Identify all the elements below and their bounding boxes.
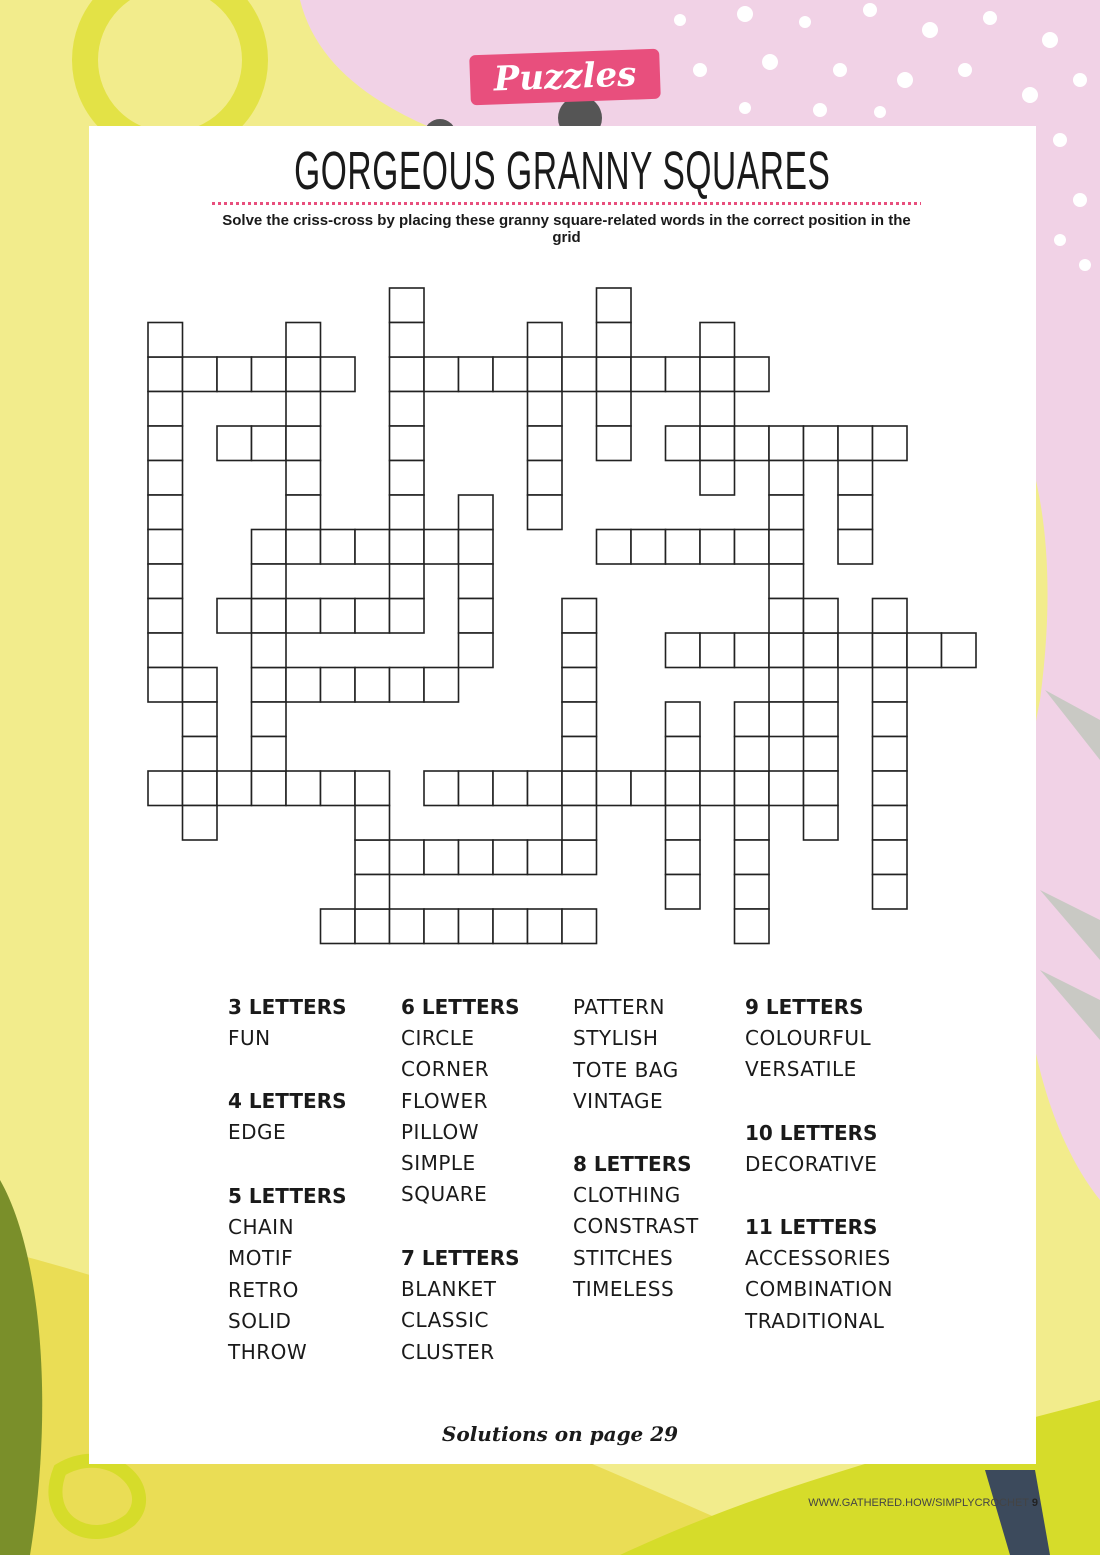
grid-cell[interactable] <box>804 702 839 737</box>
grid-cell[interactable] <box>735 357 770 392</box>
grid-cell[interactable] <box>838 495 873 530</box>
grid-cell[interactable] <box>286 323 321 358</box>
grid-cell[interactable] <box>597 771 632 806</box>
grid-cell[interactable] <box>631 357 666 392</box>
grid-cell[interactable] <box>838 426 873 461</box>
solutions-note: Solutions on page 29 <box>441 1422 679 1446</box>
word-item: PATTERN <box>573 995 665 1019</box>
word-group <box>573 1149 699 1305</box>
puzzle-title: GORGEOUS GRANNY SQUARES <box>294 141 831 201</box>
grid-cell[interactable] <box>321 357 356 392</box>
word-item: CORNER <box>401 1057 490 1082</box>
grid-cell[interactable] <box>562 668 597 703</box>
grid-cell[interactable] <box>873 737 908 772</box>
grid-cell[interactable] <box>769 426 804 461</box>
word-item: SOLID <box>228 1308 292 1333</box>
grid-cell[interactable] <box>804 737 839 772</box>
grid-cell[interactable] <box>459 530 494 565</box>
grid-cell[interactable] <box>735 737 770 772</box>
grid-cell[interactable] <box>217 599 252 634</box>
grid-cell[interactable] <box>148 599 183 634</box>
grid-cell[interactable] <box>804 806 839 841</box>
word-item: COLOURFUL <box>745 1026 872 1050</box>
word-group-heading: 11 LETTERS <box>745 1215 878 1239</box>
grid-cell[interactable] <box>700 357 735 392</box>
grid-cell[interactable] <box>562 599 597 634</box>
word-item: BLANKET <box>401 1277 497 1301</box>
word-group <box>745 992 871 1086</box>
grid-cell[interactable] <box>459 771 494 806</box>
grid-cell[interactable] <box>183 737 218 772</box>
word-item: SIMPLE <box>401 1151 476 1176</box>
grid-cell[interactable] <box>183 668 218 703</box>
grid-cell[interactable] <box>631 530 666 565</box>
word-item: ACCESSORIES <box>745 1246 891 1270</box>
grid-cell[interactable] <box>700 392 735 427</box>
grid-cell[interactable] <box>355 840 390 875</box>
grid-cell[interactable] <box>286 771 321 806</box>
footer-url <box>760 1497 1038 1509</box>
grid-cell[interactable] <box>700 633 735 668</box>
grid-cell[interactable] <box>148 323 183 358</box>
grid-cell[interactable] <box>873 426 908 461</box>
grid-cell[interactable] <box>804 426 839 461</box>
grid-cell[interactable] <box>424 840 459 875</box>
grid-cell[interactable] <box>286 461 321 496</box>
grid-cell[interactable] <box>148 461 183 496</box>
word-item: TIMELESS <box>573 1276 675 1301</box>
section-tag: Puzzles <box>469 49 661 106</box>
grid-cell[interactable] <box>528 392 563 427</box>
grid-cell[interactable] <box>735 875 770 910</box>
grid-cell[interactable] <box>666 771 701 806</box>
grid-cell[interactable] <box>355 599 390 634</box>
word-item: CHAIN <box>228 1215 295 1239</box>
grid-cell[interactable] <box>735 633 770 668</box>
word-group-heading: 5 LETTERS <box>228 1184 347 1208</box>
word-item: EDGE <box>228 1120 287 1144</box>
word-item: SQUARE <box>401 1182 488 1207</box>
grid-cell[interactable] <box>597 530 632 565</box>
grid-cell[interactable] <box>252 357 287 392</box>
grid-cell[interactable] <box>390 392 425 427</box>
grid-cell[interactable] <box>666 806 701 841</box>
word-item: FLOWER <box>401 1088 488 1113</box>
grid-cell[interactable] <box>528 461 563 496</box>
grid-cell[interactable] <box>804 771 839 806</box>
grid-cell[interactable] <box>562 737 597 772</box>
grid-cell[interactable] <box>390 426 425 461</box>
grid-cell[interactable] <box>252 702 287 737</box>
grid-cell[interactable] <box>735 426 770 461</box>
grid-cell[interactable] <box>700 530 735 565</box>
word-item: FUN <box>228 1026 271 1050</box>
word-group <box>228 1181 347 1368</box>
grid-cell[interactable] <box>252 530 287 565</box>
grid-cell[interactable] <box>666 633 701 668</box>
grid-cell[interactable] <box>355 771 390 806</box>
word-item: VINTAGE <box>573 1088 664 1113</box>
grid-cell[interactable] <box>700 323 735 358</box>
grid-cell[interactable] <box>769 530 804 565</box>
word-item: RETRO <box>228 1277 299 1302</box>
grid-cell[interactable] <box>769 599 804 634</box>
grid-cell[interactable] <box>217 357 252 392</box>
grid-cell[interactable] <box>769 564 804 599</box>
grid-cell[interactable] <box>769 702 804 737</box>
grid-cell[interactable] <box>390 599 425 634</box>
grid-cell[interactable] <box>597 426 632 461</box>
grid-cell[interactable] <box>873 668 908 703</box>
grid-cell[interactable] <box>217 771 252 806</box>
grid-cell[interactable] <box>804 599 839 634</box>
grid-cell[interactable] <box>148 495 183 530</box>
grid-cell[interactable] <box>459 495 494 530</box>
grid-cell[interactable] <box>873 840 908 875</box>
word-group-continued <box>573 992 679 1117</box>
grid-cell[interactable] <box>493 357 528 392</box>
grid-cell[interactable] <box>148 357 183 392</box>
grid-cell[interactable] <box>286 599 321 634</box>
grid-cell[interactable] <box>148 426 183 461</box>
grid-cell[interactable] <box>873 771 908 806</box>
word-group-heading: 7 LETTERS <box>401 1246 520 1270</box>
grid-cell[interactable] <box>804 668 839 703</box>
word-item: CLASSIC <box>401 1308 490 1333</box>
word-item: CONSTRAST <box>573 1214 699 1239</box>
word-group <box>745 1118 877 1180</box>
word-item: DECORATIVE <box>745 1152 878 1176</box>
grid-cell[interactable] <box>286 668 321 703</box>
grid-cell[interactable] <box>631 771 666 806</box>
grid-cell[interactable] <box>735 806 770 841</box>
grid-cell[interactable] <box>390 495 425 530</box>
word-item: THROW <box>228 1340 308 1365</box>
word-group-heading: 9 LETTERS <box>745 995 864 1019</box>
word-item: STYLISH <box>573 1026 659 1051</box>
word-item: TOTE BAG <box>573 1057 679 1082</box>
word-item: VERSATILE <box>745 1057 857 1082</box>
grid-cell[interactable] <box>597 357 632 392</box>
footer-url-text: WWW.GATHERED.HOW/SIMPLYCROCHET <box>808 1497 1029 1509</box>
word-group <box>401 992 520 1211</box>
word-group-heading: 10 LETTERS <box>745 1121 878 1145</box>
grid-cell[interactable] <box>666 702 701 737</box>
grid-cell[interactable] <box>666 357 701 392</box>
grid-cell[interactable] <box>217 426 252 461</box>
grid-cell[interactable] <box>562 702 597 737</box>
puzzle-instructions: Solve the criss-cross by placing these granny square-related words in the correct position in the grid <box>222 212 911 246</box>
grid-cell[interactable] <box>424 771 459 806</box>
grid-cell[interactable] <box>390 530 425 565</box>
grid-cell[interactable] <box>183 702 218 737</box>
word-group-heading: 3 LETTERS <box>228 995 347 1019</box>
grid-cell[interactable] <box>424 909 459 944</box>
grid-cell[interactable] <box>735 702 770 737</box>
grid-cell[interactable] <box>769 461 804 496</box>
grid-cell[interactable] <box>252 737 287 772</box>
word-item: CLUSTER <box>401 1339 495 1364</box>
grid-cell[interactable] <box>355 909 390 944</box>
grid-cell[interactable] <box>873 599 908 634</box>
grid-cell[interactable] <box>873 633 908 668</box>
grid-cell[interactable] <box>528 840 563 875</box>
grid-cell[interactable] <box>252 599 287 634</box>
grid-cell[interactable] <box>873 875 908 910</box>
grid-cell[interactable] <box>700 461 735 496</box>
word-item: COMBINATION <box>745 1277 893 1302</box>
grid-cell[interactable] <box>355 806 390 841</box>
grid-cell[interactable] <box>321 599 356 634</box>
grid-cell[interactable] <box>769 771 804 806</box>
grid-cell[interactable] <box>148 771 183 806</box>
grid-cell[interactable] <box>493 909 528 944</box>
grid-cell[interactable] <box>804 633 839 668</box>
grid-cell[interactable] <box>148 564 183 599</box>
grid-cell[interactable] <box>528 909 563 944</box>
grid-cell[interactable] <box>493 840 528 875</box>
grid-cell[interactable] <box>942 633 977 668</box>
grid-cell[interactable] <box>838 633 873 668</box>
grid-cell[interactable] <box>666 840 701 875</box>
grid-cell[interactable] <box>459 599 494 634</box>
grid-cell[interactable] <box>252 633 287 668</box>
grid-cell[interactable] <box>562 840 597 875</box>
grid-cell[interactable] <box>286 530 321 565</box>
grid-cell[interactable] <box>459 840 494 875</box>
grid-cell[interactable] <box>390 668 425 703</box>
grid-cell[interactable] <box>183 357 218 392</box>
grid-cell[interactable] <box>528 426 563 461</box>
word-group-heading: 6 LETTERS <box>401 995 520 1019</box>
grid-cell[interactable] <box>459 357 494 392</box>
word-item: PILLOW <box>401 1119 480 1144</box>
grid-cell[interactable] <box>390 323 425 358</box>
grid-cell[interactable] <box>459 633 494 668</box>
grid-cell[interactable] <box>390 357 425 392</box>
word-group <box>228 1086 347 1148</box>
grid-cell[interactable] <box>562 771 597 806</box>
grid-cell[interactable] <box>528 495 563 530</box>
word-group <box>401 1243 520 1368</box>
grid-cell[interactable] <box>528 323 563 358</box>
grid-cell[interactable] <box>321 530 356 565</box>
word-group-heading: 8 LETTERS <box>573 1152 692 1176</box>
grid-cell[interactable] <box>390 564 425 599</box>
grid-cell[interactable] <box>148 668 183 703</box>
grid-cell[interactable] <box>597 288 632 323</box>
grid-cell[interactable] <box>252 426 287 461</box>
grid-cell[interactable] <box>769 668 804 703</box>
grid-cell[interactable] <box>390 288 425 323</box>
grid-cell[interactable] <box>562 909 597 944</box>
grid-cell[interactable] <box>355 875 390 910</box>
word-group <box>228 992 347 1054</box>
grid-cell[interactable] <box>735 530 770 565</box>
grid-cell[interactable] <box>390 461 425 496</box>
grid-cell[interactable] <box>873 702 908 737</box>
page-number: 9 <box>1031 1497 1038 1509</box>
grid-cell[interactable] <box>355 530 390 565</box>
word-item: CIRCLE <box>401 1026 475 1050</box>
grid-cell[interactable] <box>148 530 183 565</box>
grid-cell[interactable] <box>838 461 873 496</box>
grid-cell[interactable] <box>493 771 528 806</box>
word-group <box>745 1212 893 1337</box>
grid-cell[interactable] <box>838 530 873 565</box>
word-item: MOTIF <box>228 1246 294 1271</box>
grid-cell[interactable] <box>183 806 218 841</box>
grid-cell[interactable] <box>562 357 597 392</box>
grid-cell[interactable] <box>735 909 770 944</box>
word-item: STITCHES <box>573 1245 674 1270</box>
grid-cell[interactable] <box>528 771 563 806</box>
grid-cell[interactable] <box>769 495 804 530</box>
grid-cell[interactable] <box>459 909 494 944</box>
grid-cell[interactable] <box>700 426 735 461</box>
grid-cell[interactable] <box>252 668 287 703</box>
grid-cell[interactable] <box>873 806 908 841</box>
word-group-heading: 4 LETTERS <box>228 1089 347 1113</box>
grid-cell[interactable] <box>562 633 597 668</box>
grid-cell[interactable] <box>735 771 770 806</box>
grid-cell[interactable] <box>252 564 287 599</box>
grid-cell[interactable] <box>666 875 701 910</box>
grid-cell[interactable] <box>390 840 425 875</box>
grid-cell[interactable] <box>355 668 390 703</box>
grid-cell[interactable] <box>562 806 597 841</box>
grid-cell[interactable] <box>390 909 425 944</box>
grid-cell[interactable] <box>700 771 735 806</box>
grid-cell[interactable] <box>148 633 183 668</box>
word-item: TRADITIONAL <box>745 1308 885 1333</box>
grid-cell[interactable] <box>321 771 356 806</box>
grid-cell[interactable] <box>286 495 321 530</box>
grid-cell[interactable] <box>424 357 459 392</box>
grid-cell[interactable] <box>424 530 459 565</box>
grid-cell[interactable] <box>286 426 321 461</box>
grid-cell[interactable] <box>321 909 356 944</box>
grid-cell[interactable] <box>597 323 632 358</box>
grid-cell[interactable] <box>666 737 701 772</box>
grid-cell[interactable] <box>666 530 701 565</box>
grid-cell[interactable] <box>286 357 321 392</box>
grid-cell[interactable] <box>148 392 183 427</box>
grid-cell[interactable] <box>769 633 804 668</box>
word-item: CLOTHING <box>573 1183 681 1207</box>
grid-cell[interactable] <box>528 357 563 392</box>
grid-cell[interactable] <box>252 771 287 806</box>
grid-cell[interactable] <box>907 633 942 668</box>
grid-cell[interactable] <box>735 840 770 875</box>
grid-cell[interactable] <box>459 564 494 599</box>
grid-cell[interactable] <box>597 392 632 427</box>
grid-cell[interactable] <box>183 771 218 806</box>
grid-cell[interactable] <box>424 668 459 703</box>
grid-cell[interactable] <box>666 426 701 461</box>
grid-cell[interactable] <box>321 668 356 703</box>
grid-cell[interactable] <box>286 392 321 427</box>
